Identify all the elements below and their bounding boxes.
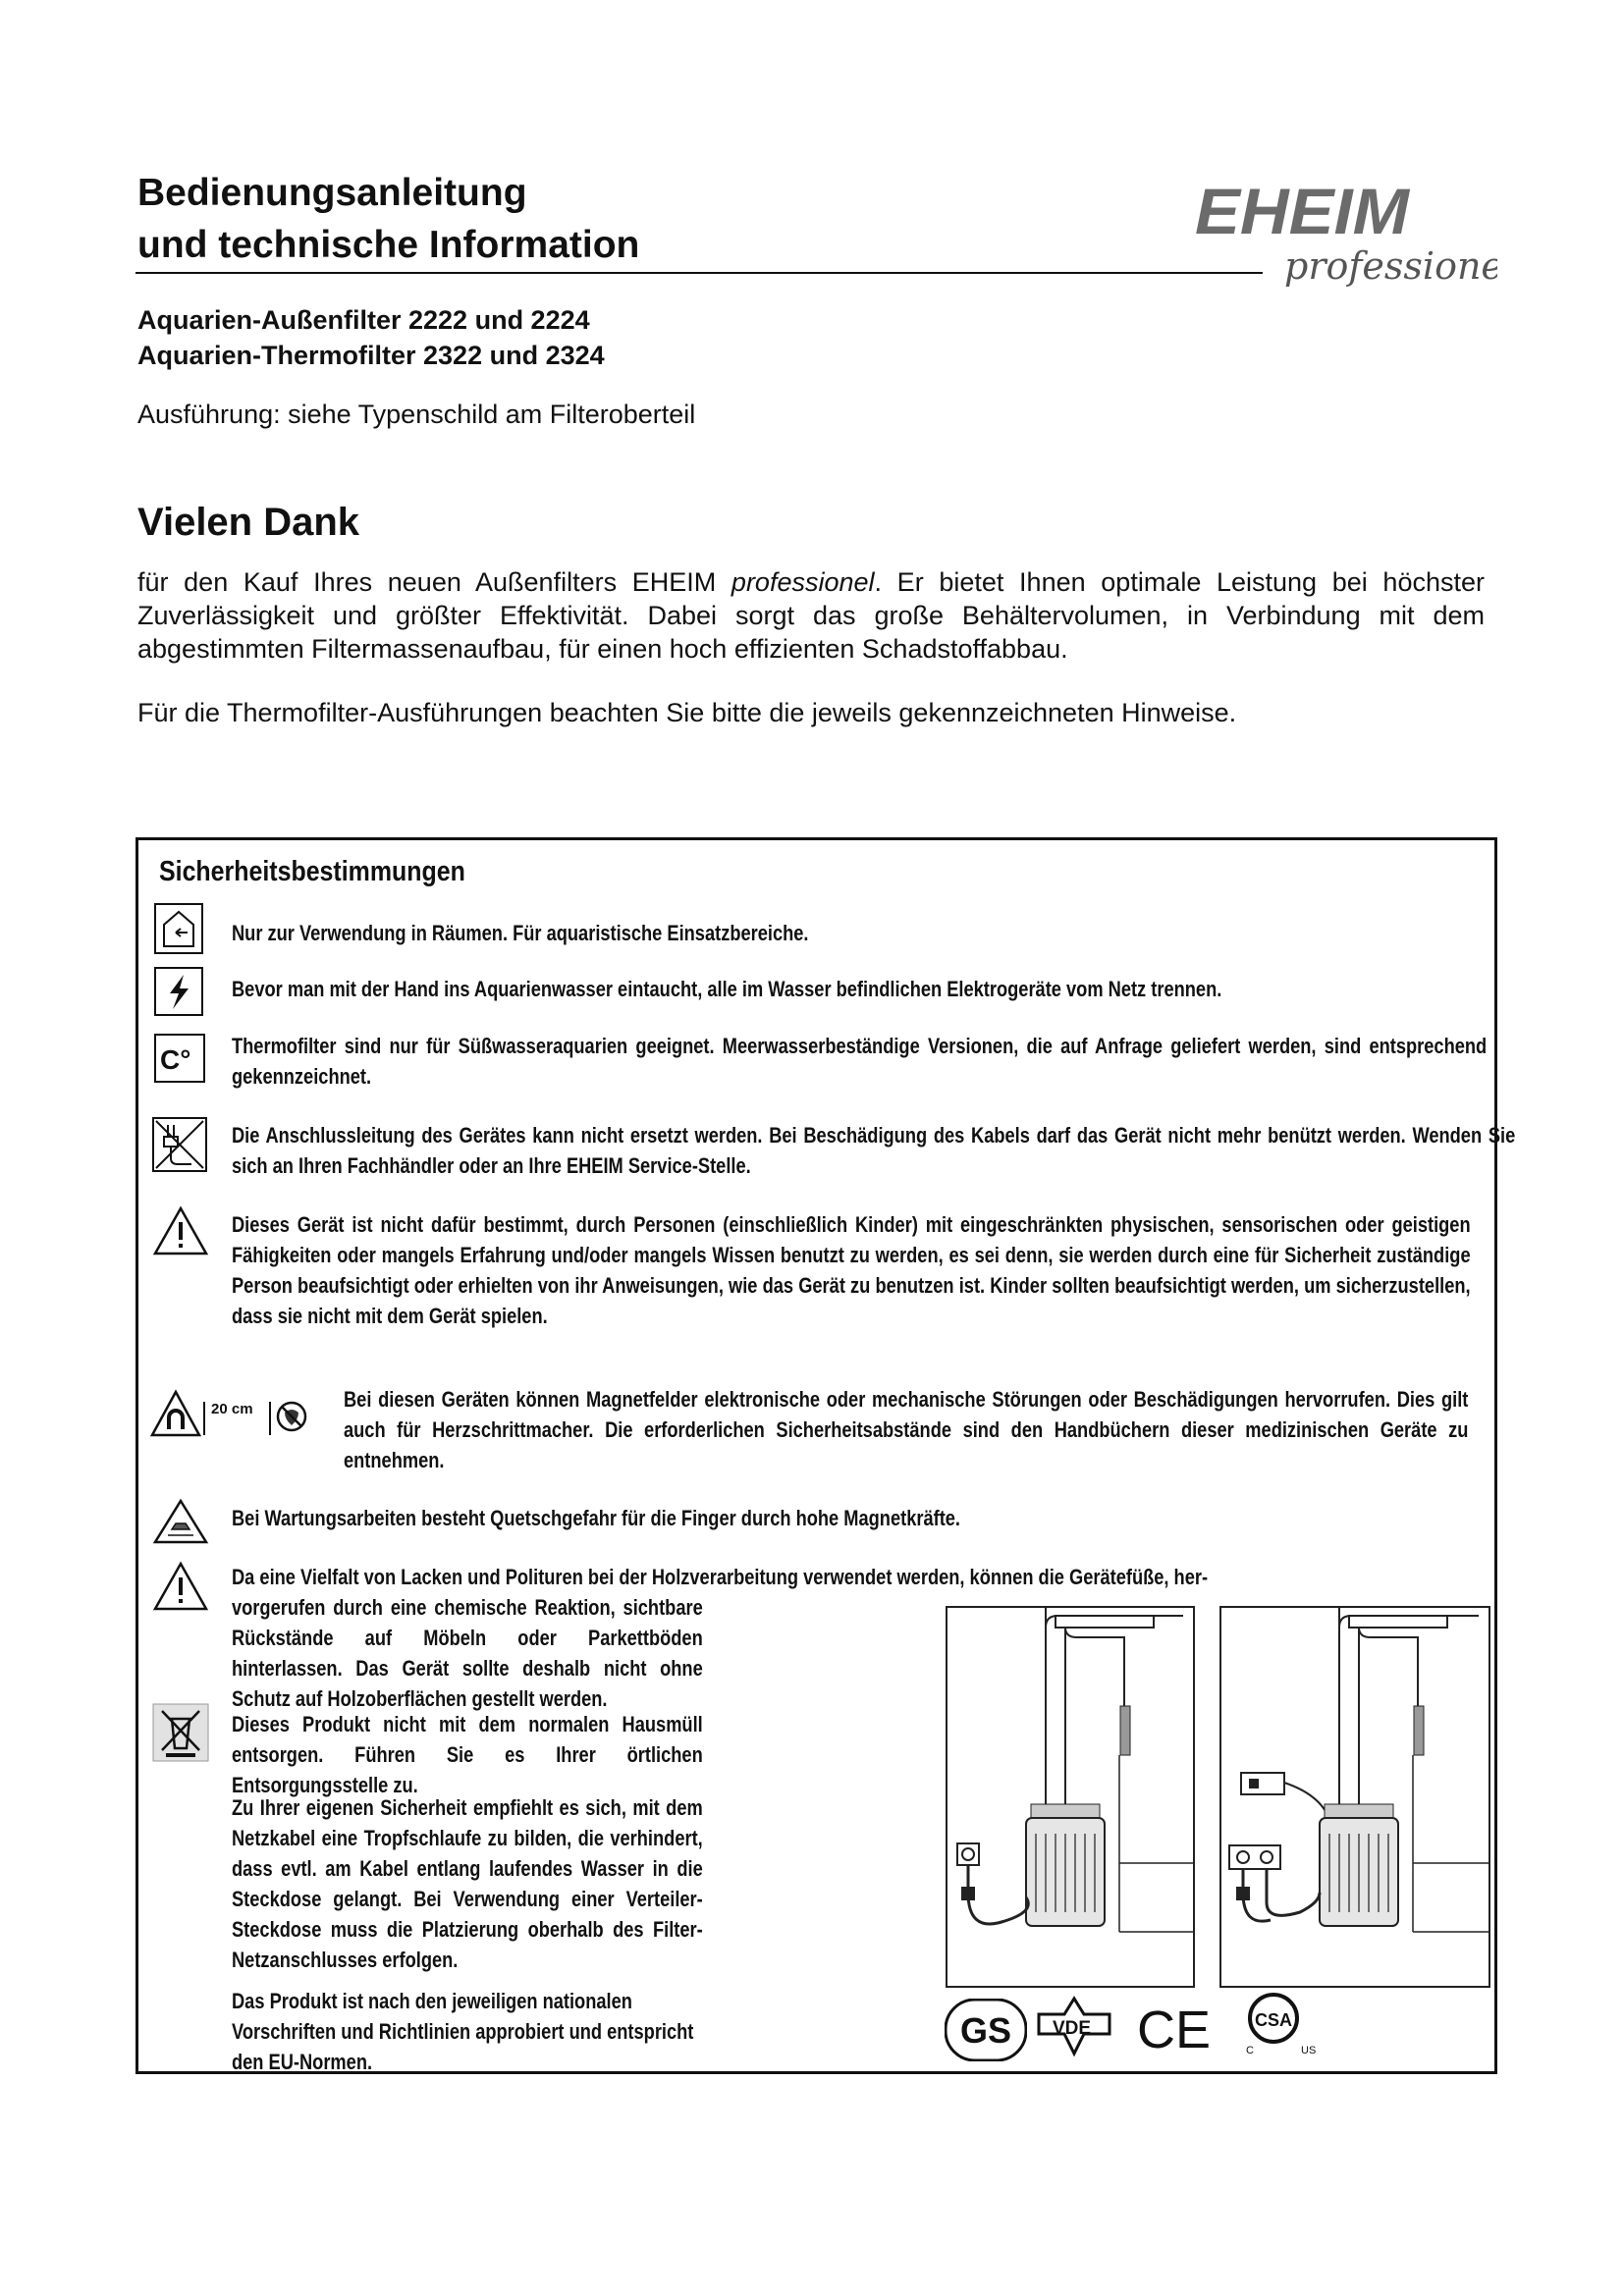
logo-tagline: professionel [1284,244,1497,288]
eheim-logo [1183,169,1497,306]
subtitle-line-1: Aquarien-Außenfilter 2222 und 2224 [137,305,590,335]
intro-text-b: . Er bietet Ihnen optimale Leistung bei höchster Zuverlässigkeit und größter Effektivität. Dabei sorgt das große Behältervolumen, in Verbindung mit dem abgestimmten Filtermassenaufbau, für einen hoch effizienten Schadstoffabbau. [137,567,1485,664]
drip-loop-diagram-distribution [1219,1606,1490,1988]
thanks-heading: Vielen Dank [137,501,360,544]
safety-text-cable: Die Anschlussleitung des Gerätes kann nicht ersetzt werden. Bei Beschädigung des Kabels darf das Gerät nicht mehr benützt werden. Wenden Sie sich an Ihren Fachhändler oder an Ihre EHEIM Service-Stelle. [232,1123,1516,1178]
csa-mark-label: CSA [1255,2010,1293,2030]
thermo-note: Für die Thermofilter-Ausführungen beachten Sie bitte die jeweils gekennzeichneten Hinweise. [137,698,1237,727]
logo-brand: EHEIM [1195,175,1412,247]
no-cable-replacement-icon [152,1117,207,1177]
gs-mark-icon [945,1999,1027,2066]
gs-mark-label: GS [960,2010,1012,2051]
drip-loop-diagram-single [946,1606,1195,1988]
csa-mark-c: C [1246,2045,1254,2056]
safety-text-magnet: Bei diesen Geräten können Magnetfelder elektronische oder mechanische Störungen oder Beschädigungen hervorrufen. Dies gilt auch für Herzschrittmacher. Die erforderlichen Sicherheitsabstände sind den Handbüchern dieser medizinischen Geräte zu entnehmen. [344,1387,1469,1472]
hand-crush-icon [152,1498,209,1550]
safety-text-drip-loop: Zu Ihrer eigenen Sicherheit empfiehlt es sich, mit dem Netzkabel eine Tropfschlaufe zu bilden, die verhindert, dass evtl. am Kabel entlang laufendes Wasser in die Steckdose gelangt. Bei Verwendung einer Verteiler-Steckdose muss die Platzierung oberhalb des Filter-Netzanschlusses erfolgen. [232,1795,703,1972]
safety-text-disconnect: Bevor man mit der Hand ins Aquarienwasser eintaucht, alle im Wasser befindlichen Elektrogeräte vom Netz trennen. [232,977,1222,1001]
safety-title: Sicherheitsbestimmungen [159,856,465,887]
document-title [137,167,639,271]
intro-brand: professionel [731,567,875,597]
ce-mark-icon [1135,1999,1214,2062]
safety-text-approval: Das Produkt ist nach den jeweiligen nationalen Vorschriften und Richtlinien approbiert und entspricht den EU-Normen. [232,1989,694,2074]
title-line-2: und technische Information [137,224,640,266]
safety-text-wood-line1: Da eine Vielfalt von Lacken und Polituren bei der Holzverarbeitung verwendet werden, können die Gerätefüße, her- [232,1565,1209,1589]
vde-mark-icon [1035,1995,1113,2062]
celsius-icon [154,1034,205,1088]
safety-text-persons: Dieses Gerät ist nicht dafür bestimmt, durch Personen (einschließlich Kinder) mit eingeschränkten physischen, sensorischen oder geistigen Fähigkeiten oder mangels Erfahrung und/oder mangels Wissen benutzt zu werden, es sei denn, sie werden durch eine für Sicherheit zuständige Person beaufsichtigt oder erhielten von ihr Anweisungen, wie das Gerät zu benutzen ist. Kinder sollten beaufsichtigt werden, um sicherzustellen, dass sie nicht mit dem Gerät spielen. [232,1212,1471,1328]
intro-text-a: für den Kauf Ihres neuen Außenfilters EHEIM [137,567,731,597]
warning-triangle-icon [152,1561,209,1617]
csa-mark-icon [1240,1989,1323,2062]
safety-text-disposal: Dieses Produkt nicht mit dem normalen Hausmüll entsorgen. Führen Sie es Ihrer örtlichen Entsorgungsstelle zu. [232,1712,703,1797]
intro-paragraph [137,565,1485,666]
safety-text-indoor: Nur zur Verwendung in Räumen. Für aquaristische Einsatzbereiche. [232,921,809,945]
magnet-warning-icon [150,1386,307,1446]
subtitle-line-2: Aquarien-Thermofilter 2322 und 2324 [137,341,605,370]
title-rule [135,272,1263,274]
version-note: Ausführung: siehe Typenschild am Filteroberteil [137,400,696,429]
lightning-icon [154,967,203,1021]
title-line-1: Bedienungsanleitung [137,172,527,214]
vde-mark-label: VDE [1053,2018,1092,2039]
crossed-bin-icon [152,1703,209,1767]
safety-text-thermo: Thermofilter sind nur für Süßwasseraquarien geeignet. Meerwasserbeständige Versionen, die auf Anfrage geliefert werden, sind entsprechend gekennzeichnet. [232,1034,1488,1089]
ce-mark-label: CE [1137,2001,1212,2057]
safety-text-crush: Bei Wartungsarbeiten besteht Quetschgefahr für die Finger durch hohe Magnetkräfte. [232,1506,961,1530]
warning-triangle-icon [152,1205,209,1261]
csa-mark-us: US [1301,2045,1317,2056]
product-subtitle [137,302,605,373]
celsius-icon-label: C° [160,1044,191,1075]
safety-text-wood-rest: vorgerufen durch eine chemische Reaktion, sichtbare Rückstände auf Möbeln oder Parkettböden hinterlassen. Das Gerät sollte deshalb nicht ohne Schutz auf Holzoberflächen gestellt werden. [232,1595,703,1711]
indoor-house-icon [154,903,203,959]
distance-label: 20 cm [211,1401,253,1417]
eheim-logo-graphic [1183,169,1497,306]
